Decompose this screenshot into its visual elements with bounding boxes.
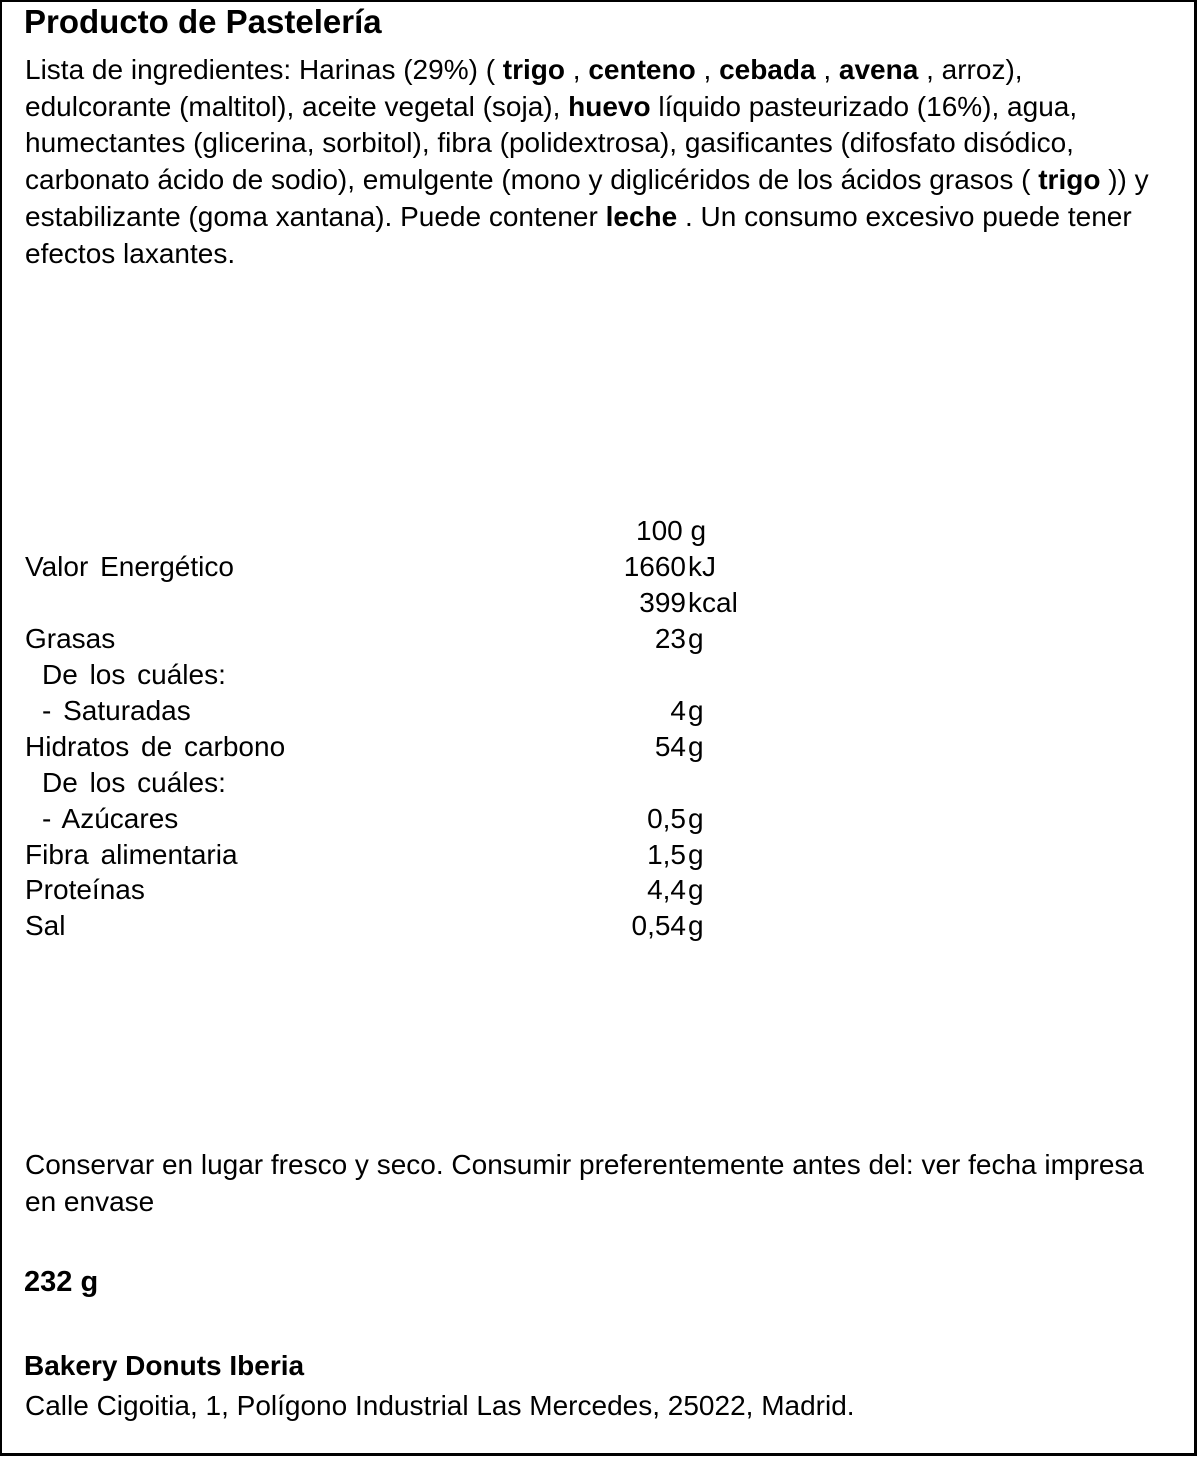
company-address: Calle Cigoitia, 1, Polígono Industrial Las Mercedes, 25022, Madrid.	[25, 1390, 855, 1421]
nutrition-row	[0, 765, 1200, 801]
product-title: Producto de Pastelería	[24, 3, 382, 40]
nutrient-unit: g	[688, 839, 704, 870]
nutrition-row	[0, 657, 1200, 693]
nutrient-unit: kcal	[688, 587, 738, 618]
nutrient-label: Grasas	[25, 623, 116, 654]
nutrient-value: 0,54	[631, 910, 686, 941]
storage-instructions: Conservar en lugar fresco y seco. Consumir preferentemente antes del: ver fecha impresa en envase	[25, 1149, 1144, 1217]
nutrient-unit: g	[688, 910, 704, 941]
nutrient-label: - Azúcares	[42, 803, 179, 834]
nutrient-value: 4,4	[647, 874, 686, 905]
nutrition-row	[0, 693, 1200, 729]
nutrition-row	[0, 801, 1200, 837]
nutrition-row	[0, 837, 1200, 873]
ingredient-text: ,	[695, 54, 720, 85]
nutrient-label: Fibra alimentaria	[25, 839, 238, 870]
nutrient-unit: kJ	[688, 551, 716, 582]
nutrition-row	[0, 585, 1200, 621]
company-name: Bakery Donuts Iberia	[24, 1350, 305, 1381]
nutrient-label: Valor Energético	[25, 551, 234, 582]
ingredient-text: líquido pasteurizado (16%), agua, humectantes (glicerina, sorbitol), fibra (polidextrosa), gasificantes (difosfato disódico, carbonato ácido de sodio), emulgente (mono y diglicéridos de los ácidos grasos (	[25, 90, 1078, 196]
nutrition-row	[0, 621, 1200, 657]
nutrient-unit: g	[688, 695, 704, 726]
nutrient-value: 4	[670, 695, 686, 726]
nutrition-row	[0, 872, 1200, 908]
nutrition-row	[0, 908, 1200, 944]
nutrient-label: Proteínas	[25, 874, 145, 905]
allergen-text: trigo	[502, 54, 566, 85]
nutrient-value: 23	[654, 623, 686, 654]
ingredient-text: ,	[815, 54, 839, 85]
ingredient-text: ,	[565, 54, 589, 85]
nutrient-label: Sal	[25, 910, 66, 941]
ingredient-text: , arroz), edulcorante (maltitol), aceite vegetal (soja),	[25, 54, 1023, 122]
ingredients-list	[25, 52, 1165, 272]
ingredient-text: )) y estabilizante (goma xantana). Puede contener	[25, 164, 1149, 232]
allergen-text: centeno	[588, 54, 696, 85]
nutrient-label: - Saturadas	[42, 695, 191, 726]
nutrient-label: De los cuáles:	[42, 659, 226, 690]
nutrient-value: 1660	[623, 551, 686, 582]
nutrient-label: Hidratos de carbono	[25, 731, 286, 762]
ingredient-text: Lista de ingredientes: Harinas (29%) (	[25, 54, 503, 85]
nutrient-value: 399	[639, 587, 686, 618]
nutrient-value: 54	[654, 731, 686, 762]
nutrition-per-header: 100 g	[636, 515, 707, 546]
allergen-text: leche	[605, 200, 678, 232]
allergen-text: huevo	[568, 90, 651, 122]
nutrient-unit: g	[688, 803, 704, 834]
allergen-text: trigo	[1038, 164, 1101, 196]
ingredient-text: . Un consumo excesivo puede tener efectos laxantes.	[25, 200, 1132, 269]
nutrient-value: 0,5	[647, 803, 686, 834]
nutrition-row	[0, 549, 1200, 585]
nutrient-value: 1,5	[647, 839, 686, 870]
nutrient-unit: g	[688, 874, 704, 905]
allergen-text: avena	[838, 54, 919, 85]
allergen-text: cebada	[719, 54, 816, 85]
nutrient-unit: g	[688, 623, 704, 654]
nutrient-unit: g	[688, 731, 704, 762]
nutrition-row	[0, 729, 1200, 765]
net-weight: 232 g	[24, 1266, 99, 1298]
nutrient-label: De los cuáles:	[42, 767, 226, 798]
